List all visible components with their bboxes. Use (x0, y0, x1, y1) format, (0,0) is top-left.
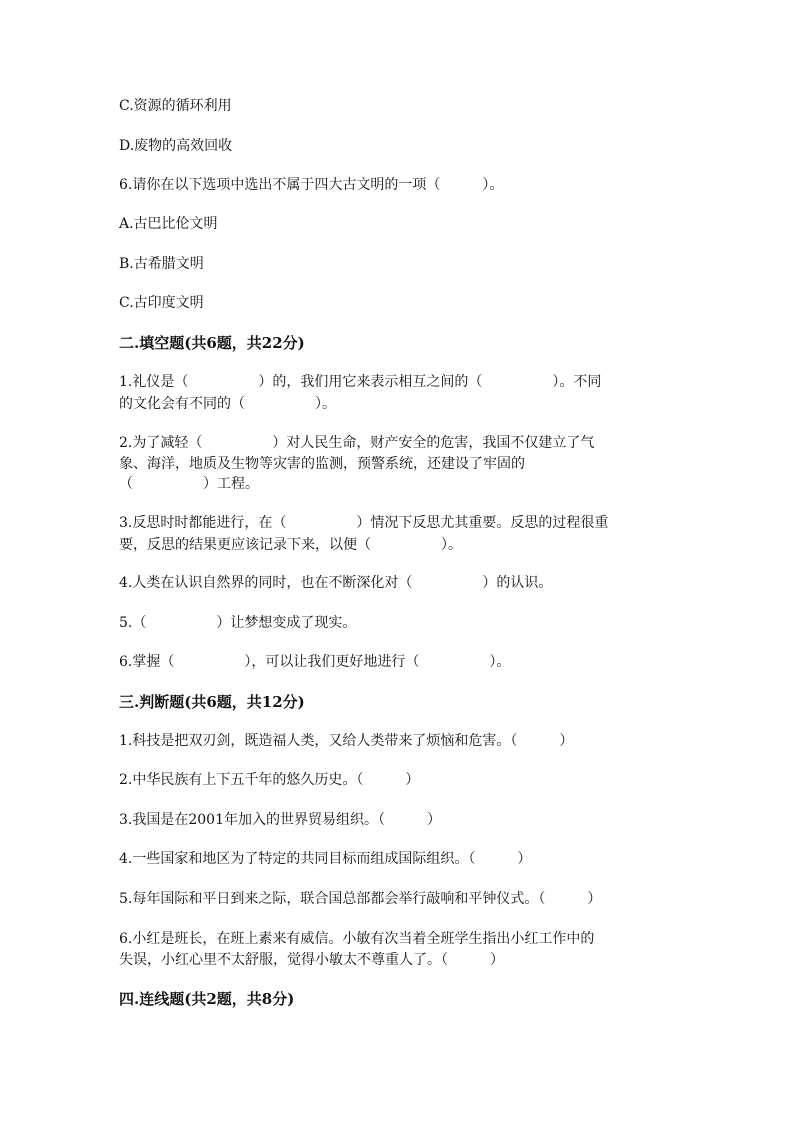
option-d-waste-recovery: D.废物的高效回收 (119, 138, 233, 154)
section-2-title: 二.填空题(共6题，共22分) (119, 334, 305, 352)
section-3-title: 三.判断题(共6题，共12分) (119, 693, 305, 711)
judge-q5: 5.每年国际和平日到来之际，联合国总部都会举行敲响和平钟仪式。（ ） (119, 891, 602, 907)
fill-q2-line3: （ ）工程。 (119, 476, 259, 492)
fill-q5: 5.（ ）让梦想变成了现实。 (119, 615, 357, 631)
fill-q2-line2: 象、海洋，地质及生物等灾害的监测，预警系统，还建设了牢固的 (119, 456, 525, 472)
judge-q4: 4.一些国家和地区为了特定的共同目标而组成国际组织。（ ） (119, 851, 532, 867)
question-6-stem: 6.请你在以下选项中选出不属于四大古文明的一项（ ）。 (119, 177, 504, 193)
judge-q6-line2: 失误，小红心里不太舒服，觉得小敏太不尊重人了。（ ） (119, 952, 504, 968)
fill-q2-line1: 2.为了减轻（ ）对人民生命，财产安全的危害，我国不仅建立了气 (119, 435, 595, 451)
judge-q3: 3.我国是在2001年加入的世界贸易组织。（ ） (119, 812, 441, 828)
section-4-title: 四.连线题(共2题，共8分) (119, 990, 295, 1008)
q6-option-b: B.古希腊文明 (119, 256, 204, 272)
fill-q3-line1: 3.反思时时都能进行，在（ ）情况下反思尤其重要。反思的过程很重 (119, 515, 609, 531)
option-c-resource-recycling: C.资源的循环利用 (119, 98, 232, 114)
q6-option-c: C.古印度文明 (119, 295, 204, 311)
fill-q1-line2: 的文化会有不同的（ ）。 (119, 396, 336, 412)
fill-q4: 4.人类在认识自然界的同时，也在不断深化对（ ）的认识。 (119, 575, 553, 591)
judge-q1: 1.科技是把双刃剑，既造福人类，又给人类带来了烦恼和危害。（ ） (119, 733, 574, 749)
fill-q6: 6.掌握（ ），可以让我们更好地进行（ ）。 (119, 654, 511, 670)
judge-q2: 2.中华民族有上下五千年的悠久历史。（ ） (119, 772, 420, 788)
judge-q6-line1: 6.小红是班长，在班上素来有威信。小敏有次当着全班学生指出小红工作中的 (119, 931, 595, 947)
q6-option-a: A.古巴比伦文明 (119, 216, 218, 232)
fill-q3-line2: 要，反思的结果更应该记录下来，以便（ ）。 (119, 537, 462, 553)
fill-q1-line1: 1.礼仪是（ ）的，我们用它来表示相互之间的（ ）。不同 (119, 374, 602, 390)
